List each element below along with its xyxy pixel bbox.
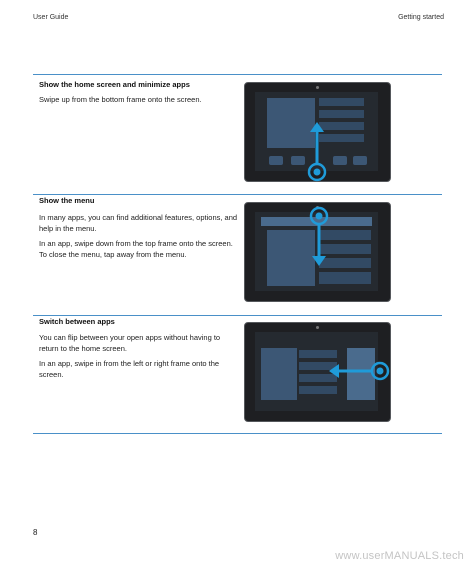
dock-icon [291,156,305,165]
section-rule [33,194,442,195]
section-text-menu-2: In an app, swipe down from the top frame onto the screen. To close the menu, tap away from the menu. [39,239,233,259]
app-tile [319,98,364,106]
section-text-switch-1: You can flip between your open apps without having to return to the home screen. [39,333,221,353]
section-rule [33,74,442,75]
section-rule [33,433,442,434]
section-text-home-1: Swipe up from the bottom frame onto the screen. [39,95,202,104]
app-tile [299,386,337,394]
page-number: 8 [33,528,38,537]
camera-dot [316,86,319,89]
section-text-switch-2: In an app, swipe in from the left or right frame onto the screen. [39,359,220,379]
tablet-illustration-switch [244,322,391,422]
tablet-illustration-menu [244,202,391,302]
header-right: Getting started [398,14,444,21]
app-tile [261,348,297,400]
dock-icon [353,156,367,165]
section-title-switch: Switch between apps [39,317,115,326]
section-rule [33,315,442,316]
watermark: www.userMANUALS.tech [335,550,464,562]
dock-icon [269,156,283,165]
header-left: User Guide [33,14,69,21]
dock-icon [333,156,347,165]
swipe-left-arrow-icon [327,359,391,383]
section-title-home: Show the home screen and minimize apps [39,80,190,89]
swipe-up-arrow-icon [305,121,329,183]
section-text-menu-1: In many apps, you can find additional features, options, and help in the menu. [39,213,238,233]
swipe-down-arrow-icon [307,205,331,267]
section-title-menu: Show the menu [39,196,95,205]
app-tile [319,272,371,284]
app-tile [319,110,364,118]
tablet-illustration-home [244,82,391,182]
camera-dot [316,326,319,329]
app-tile [299,350,337,358]
